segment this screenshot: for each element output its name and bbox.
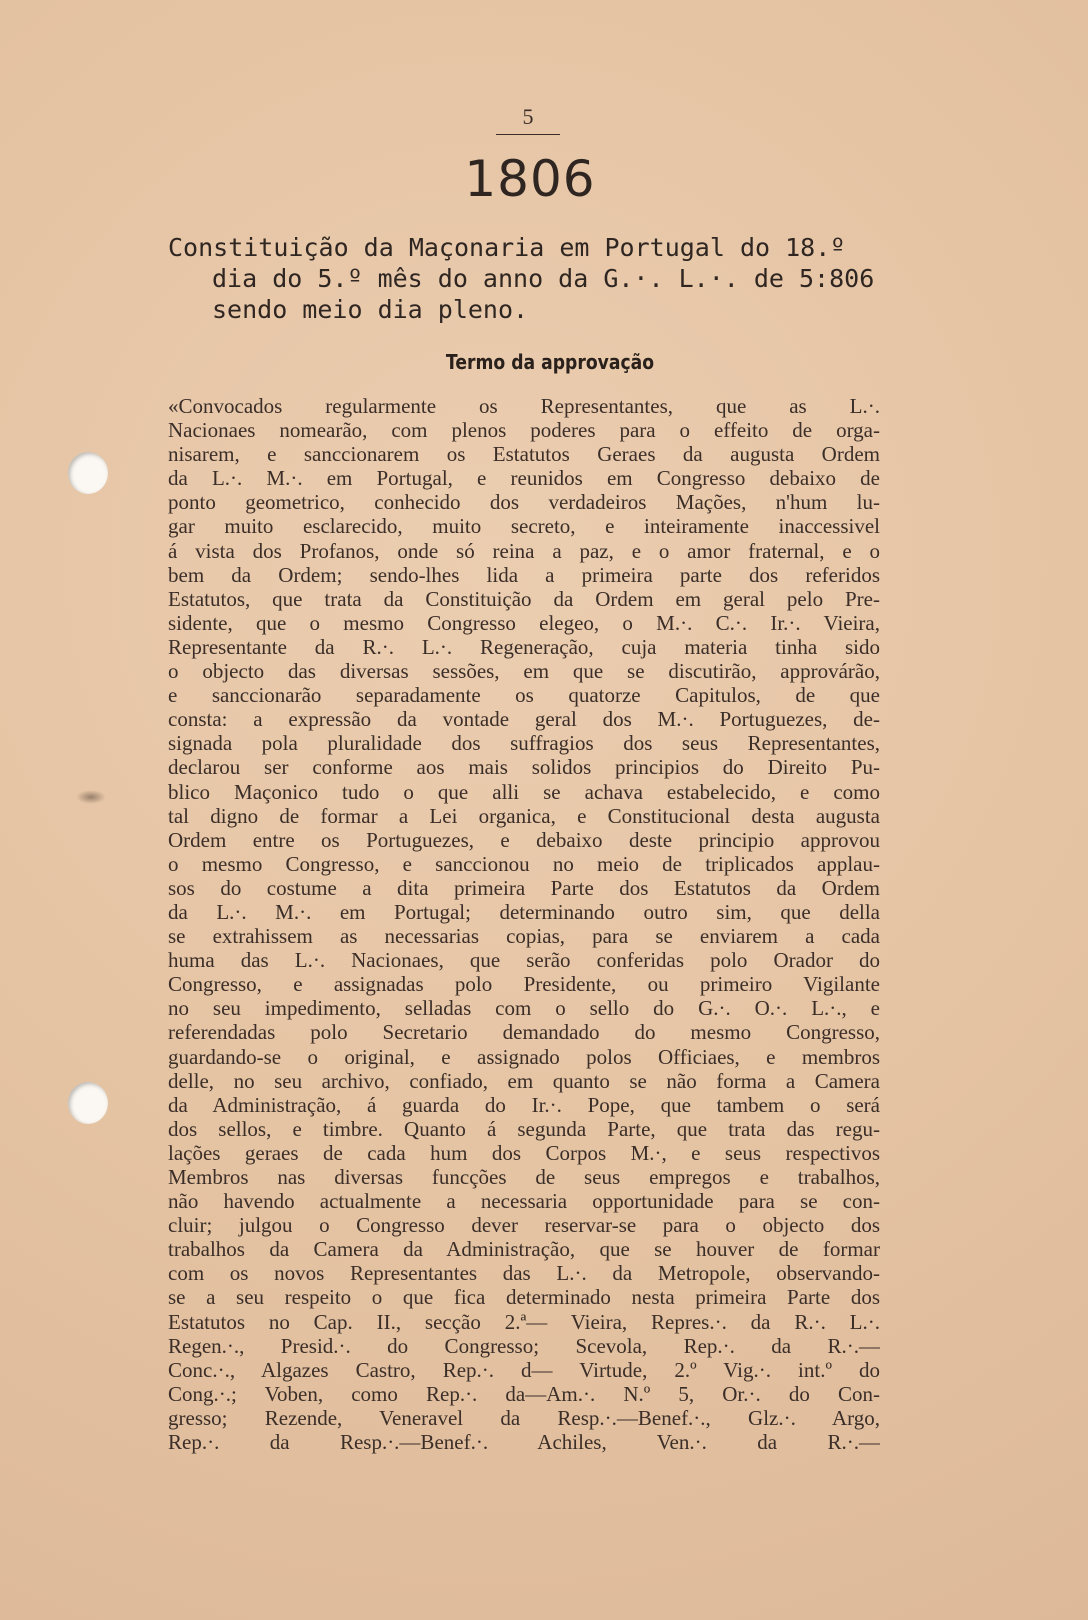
text-line: da L.·. M.·. em Portugal; determinando outro sim, que della <box>168 899 880 924</box>
text-line: e sanccionarão separadamente os quatorze Capitulos, de que <box>168 683 880 708</box>
text-line: sos do costume a dita primeira Parte dos Estatutos da Ordem <box>168 875 880 900</box>
text-line: Estatutos no Cap. II., secção 2.ª— Vieira, Repres.·. da R.·. L.·. <box>168 1309 880 1334</box>
text-line: o mesmo Congresso, e sanccionou no meio de triplicados applau- <box>168 851 880 876</box>
text-line: da Administração, á guarda do Ir.·. Pope, que tambem o será <box>168 1092 880 1117</box>
text-line: blico Maçonico tudo o que alli se achava estabelecido, e como <box>168 779 880 804</box>
text-line: com os novos Representantes das L.·. da Metropole, observando- <box>168 1261 880 1286</box>
text-line: o objecto das diversas sessões, em que se discutirão, approvárão, <box>168 659 880 684</box>
text-line: bem da Ordem; sendo-lhes lida a primeira parte dos referidos <box>168 562 880 587</box>
text-line: huma das L.·. Nacionaes, que serão conferidas polo Orador do <box>168 948 880 973</box>
text-line: signada pola pluralidade dos suffragios dos seus Representantes, <box>168 731 880 756</box>
section-subtitle: Termo da approvação <box>445 350 655 374</box>
text-line: Estatutos, que trata da Constituição da Ordem em geral pelo Pre- <box>168 586 880 611</box>
text-line: delle, no seu archivo, confiado, em quanto se não forma a Camera <box>168 1068 880 1093</box>
text-line: trabalhos da Camera da Administração, que se houver de formar <box>168 1237 880 1262</box>
text-line: declarou ser conforme aos mais solidos principios do Direito Pu- <box>168 755 880 780</box>
document-title <box>168 232 908 325</box>
body-paragraph <box>168 394 880 1454</box>
text-line: não havendo actualmente a necessaria opportunidade para se con- <box>168 1189 880 1214</box>
punch-hole-bottom <box>68 1082 108 1124</box>
text-line: «Convocados regularmente os Representantes, que as L.·. <box>168 394 880 418</box>
title-line: sendo meio dia pleno. <box>212 295 529 324</box>
text-line: nisarem, e sanccionarem os Estatutos Geraes da augusta Ordem <box>168 442 880 467</box>
text-line: Congresso, e assignadas polo Presidente, ou primeiro Vigilante <box>168 972 880 997</box>
text-line: á vista dos Profanos, onde só reina a paz, e o amor fraternal, e o <box>168 538 880 563</box>
text-line: lações geraes de cada hum dos Corpos M.·, e seus respectivos <box>168 1140 880 1165</box>
text-line: Ordem entre os Portuguezes, e debaixo deste principio approvou <box>168 827 880 852</box>
text-line: ponto geometrico, conhecido dos verdadeiros Mações, n'hum lu- <box>168 490 880 515</box>
text-line: Cong.·.; Voben, como Rep.·. da—Am.·. N.º 5, Or.·. do Con- <box>168 1381 880 1406</box>
text-line: Representante da R.·. L.·. Regeneração, cuja materia tinha sido <box>168 634 880 659</box>
text-line: se a seu respeito o que fica determinado nesta primeira Parte dos <box>168 1285 880 1310</box>
text-line: consta: a expressão da vontade geral dos M.·. Portuguezes, de- <box>168 707 880 732</box>
title-line: Constituição da Maçonaria em Portugal do 18.º <box>168 233 846 262</box>
text-line: Rep.·. da Resp.·.—Benef.·. Achiles, Ven.·. da R.·.— <box>168 1430 880 1455</box>
page-number: 5 <box>496 104 560 135</box>
paper-stain <box>76 790 106 804</box>
text-line: gresso; Rezende, Veneravel da Resp.·.—Benef.·., Glz.·. Argo, <box>168 1405 880 1430</box>
punch-hole-top <box>68 452 108 494</box>
text-line: referendadas polo Secretario demandado do mesmo Congresso, <box>168 1020 880 1045</box>
text-line: cluir; julgou o Congresso dever reservar-se para o objecto dos <box>168 1213 880 1238</box>
text-line: dos sellos, e timbre. Quanto á segunda Parte, que trata das regu- <box>168 1116 880 1141</box>
year-heading: 1806 <box>464 150 596 208</box>
text-line: Conc.·., Algazes Castro, Rep.·. d— Virtude, 2.º Vig.·. int.º do <box>168 1357 880 1382</box>
text-line: Regen.·., Presid.·. do Congresso; Scevola, Rep.·. da R.·.— <box>168 1333 880 1358</box>
text-line: Membros nas diversas funcções de seus empregos e trabalhos, <box>168 1165 880 1189</box>
text-line: gar muito esclarecido, muito secreto, e inteiramente inaccessivel <box>168 514 880 539</box>
title-line: dia do 5.º mês do anno da G.·. L.·. de 5:806 <box>212 264 875 293</box>
text-line: no seu impedimento, selladas com o sello do G.·. O.·. L.·., e <box>168 996 880 1021</box>
text-line: se extrahissem as necessarias copias, para se enviarem a cada <box>168 924 880 949</box>
text-line: sidente, que o mesmo Congresso elegeo, o M.·. C.·. Ir.·. Vieira, <box>168 610 880 635</box>
text-line: da L.·. M.·. em Portugal, e reunidos em Congresso debaixo de <box>168 466 880 491</box>
text-line: guardando-se o original, e assignado polos Officiaes, e membros <box>168 1044 880 1069</box>
text-line: tal digno de formar a Lei organica, e Constitucional desta augusta <box>168 803 880 828</box>
text-line: Nacionaes nomearão, com plenos poderes para o effeito de orga- <box>168 418 880 443</box>
